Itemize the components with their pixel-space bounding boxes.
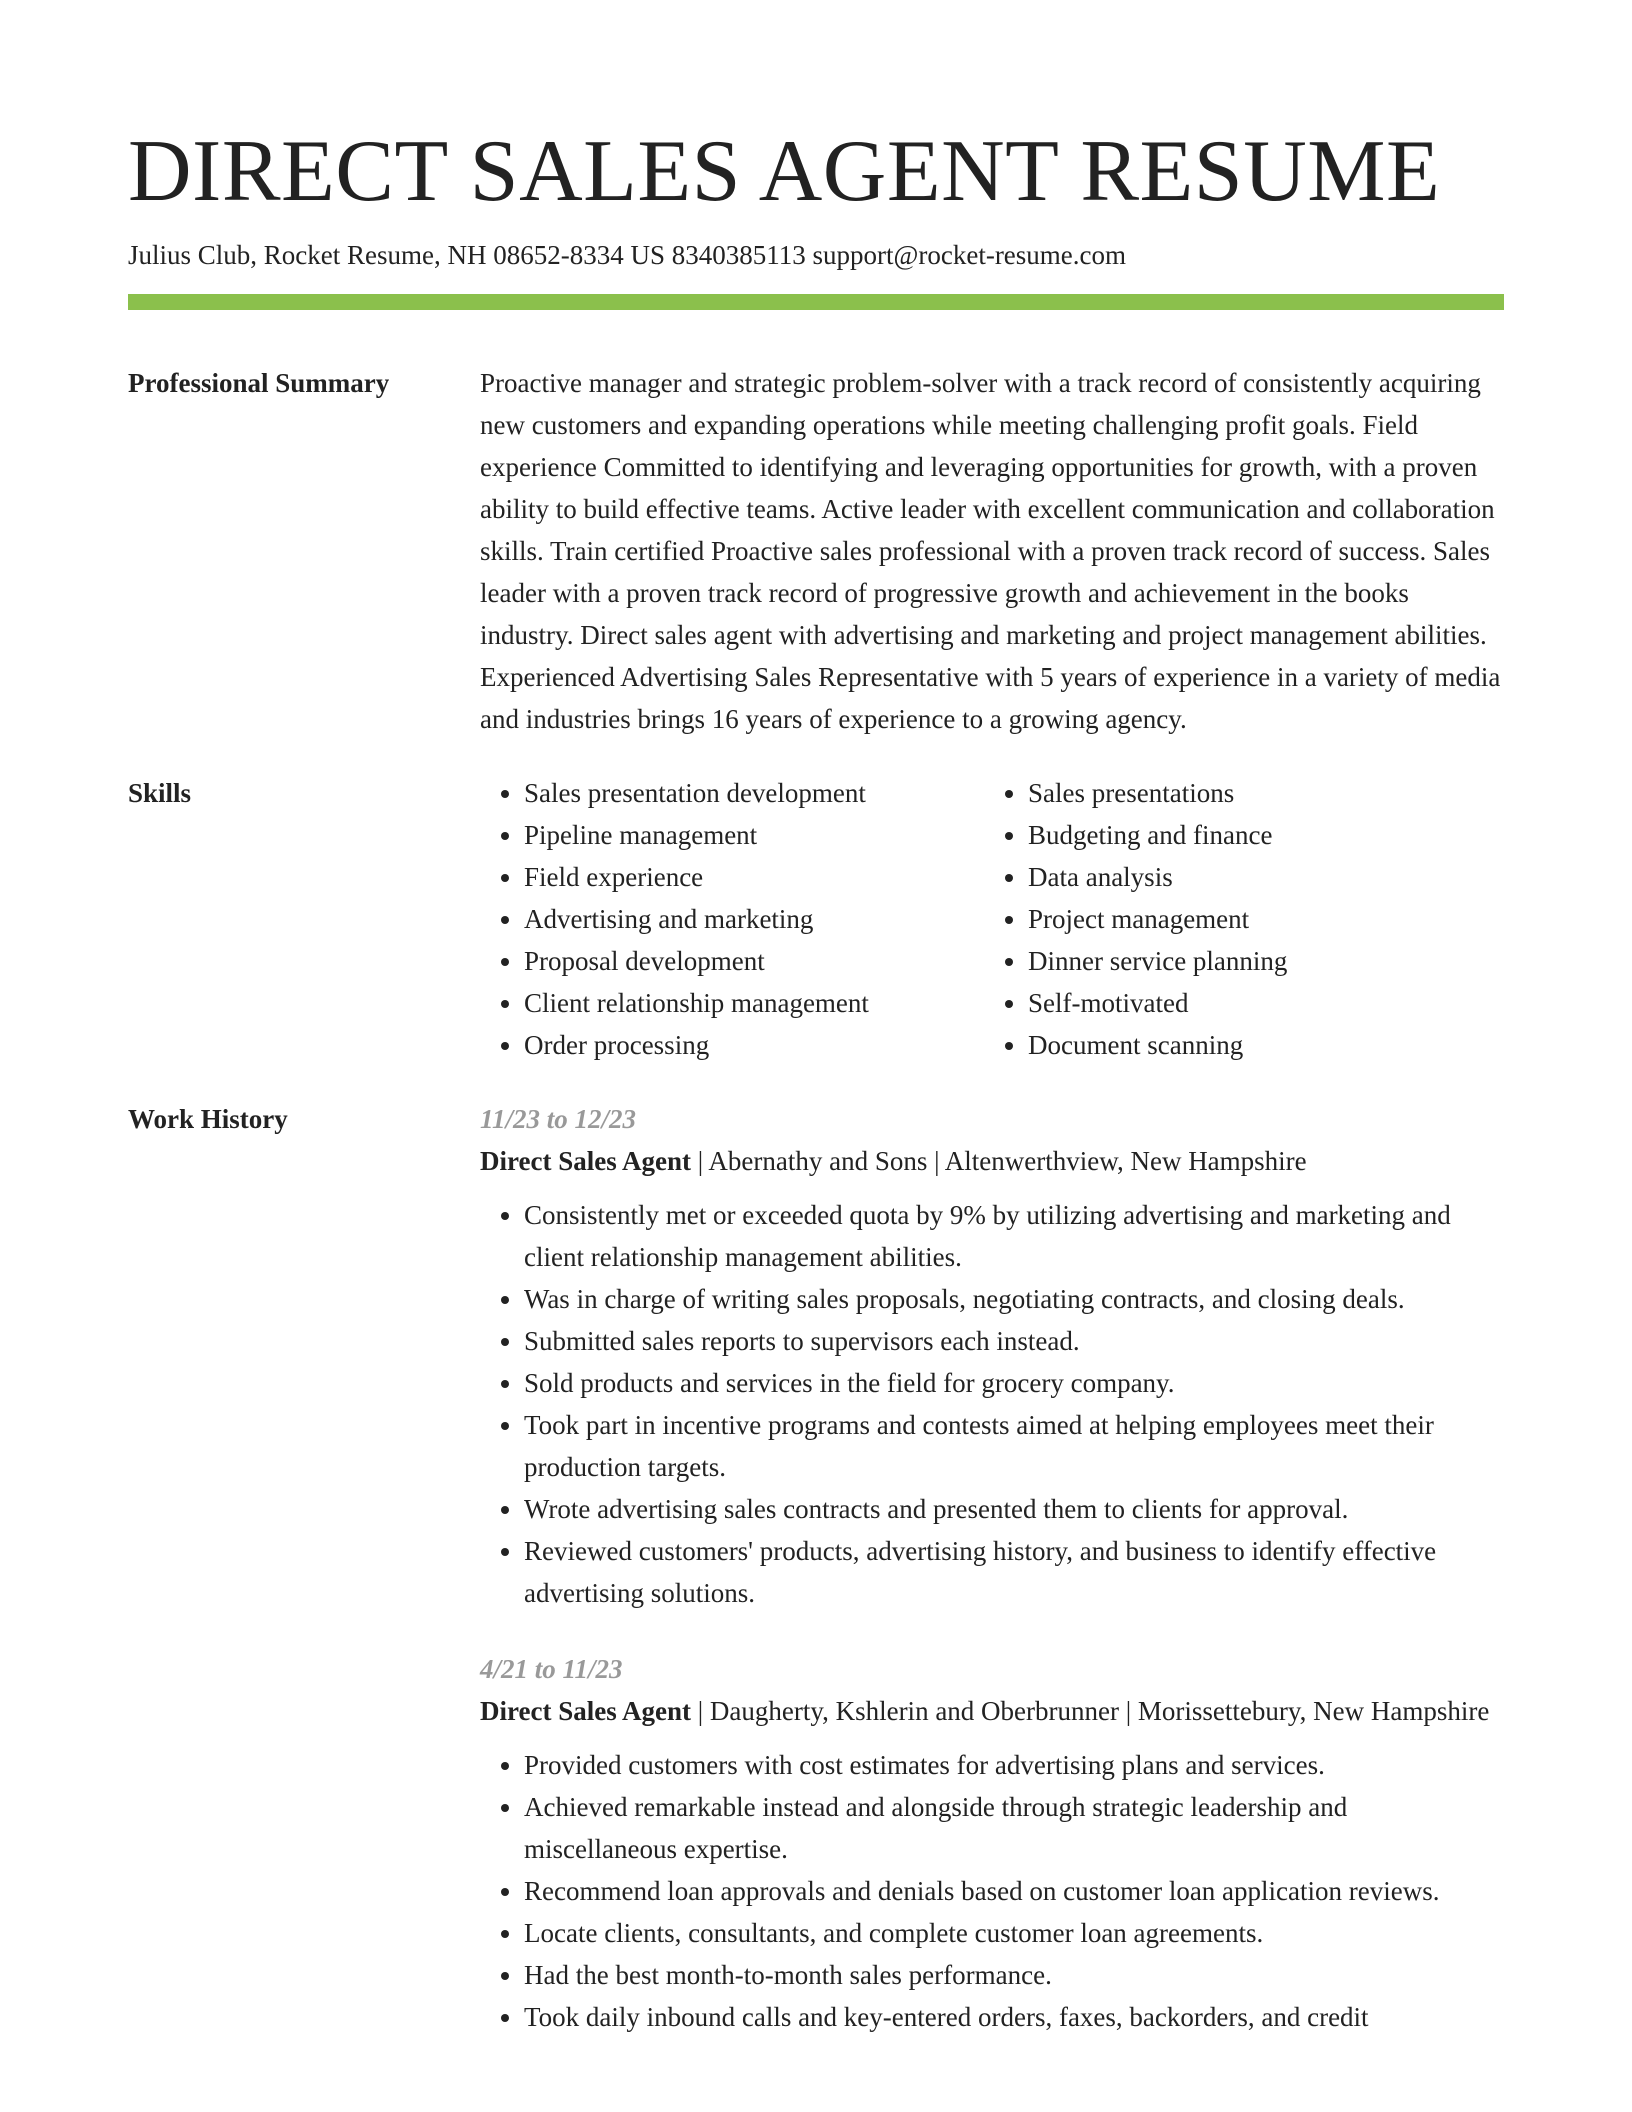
job-bullet: • Took daily inbound calls and key-entered orders, faxes, backorders, and credit: [524, 1996, 1504, 2038]
job-bullet: • Reviewed customers' products, advertising history, and business to identify effective advertising solutions.: [524, 1530, 1504, 1614]
job-title: Direct Sales Agent: [480, 1696, 691, 1726]
skill-item: • Document scanning: [1028, 1024, 1528, 1066]
contact-address: Julius Club, Rocket Resume, NH 08652-8334 US: [128, 240, 665, 270]
skill-item: • Dinner service planning: [1028, 940, 1528, 982]
job-details: | Daugherty, Kshlerin and Oberbrunner | Morissettebury, New Hampshire: [690, 1696, 1490, 1726]
skill-item: • Field experience: [524, 856, 984, 898]
job-bullets: [480, 1744, 1504, 2038]
job-header: [480, 1140, 1504, 1182]
header-accent-rule: [128, 294, 1504, 310]
work-history-label: Work History: [128, 1104, 288, 1134]
job-bullet: • Consistently met or exceeded quota by 9% by utilizing advertising and marketing and client relationship management abilities.: [524, 1194, 1504, 1278]
skills-section: [128, 772, 1504, 1066]
skill-item: • Order processing: [524, 1024, 984, 1066]
job-bullets: [480, 1194, 1504, 1614]
skill-item: • Sales presentations: [1028, 772, 1528, 814]
skill-item: • Proposal development: [524, 940, 984, 982]
contact-line: [128, 238, 1504, 272]
contact-email: support@rocket-resume.com: [812, 240, 1127, 270]
skill-item: • Client relationship management: [524, 982, 984, 1024]
job-bullet: • Provided customers with cost estimates for advertising plans and services.: [524, 1744, 1504, 1786]
skill-item: • Project management: [1028, 898, 1528, 940]
job-bullet: • Submitted sales reports to supervisors each instead.: [524, 1320, 1504, 1362]
job-bullet: • Was in charge of writing sales proposals, negotiating contracts, and closing deals.: [524, 1278, 1504, 1320]
job-bullet: • Locate clients, consultants, and complete customer loan agreements.: [524, 1912, 1504, 1954]
job-entry: [480, 1098, 1504, 1614]
job-bullet: • Recommend loan approvals and denials based on customer loan application reviews.: [524, 1870, 1504, 1912]
resume-title: DIRECT SALES AGENT RESUME: [128, 123, 1441, 220]
skill-item: • Advertising and marketing: [524, 898, 984, 940]
job-title: Direct Sales Agent: [480, 1146, 691, 1176]
skills-list-left: [480, 772, 984, 1066]
job-dates: 4/21 to 11/23: [480, 1654, 623, 1684]
skill-item: • Budgeting and finance: [1028, 814, 1528, 856]
job-dates: 11/23 to 12/23: [480, 1104, 637, 1134]
job-entry: [480, 1648, 1504, 2038]
job-details: | Abernathy and Sons | Altenwerthview, New Hampshire: [690, 1146, 1307, 1176]
job-bullet: • Took part in incentive programs and contests aimed at helping employees meet their production targets.: [524, 1404, 1504, 1488]
skill-item: • Pipeline management: [524, 814, 984, 856]
resume-page: [128, 122, 1504, 2072]
job-bullet: • Sold products and services in the field for grocery company.: [524, 1362, 1504, 1404]
summary-section: [128, 362, 1504, 740]
job-bullet: • Had the best month-to-month sales performance.: [524, 1954, 1504, 1996]
contact-phone: 8340385113: [671, 240, 806, 270]
job-bullet: • Wrote advertising sales contracts and presented them to clients for approval.: [524, 1488, 1504, 1530]
job-bullet: • Achieved remarkable instead and alongside through strategic leadership and miscellaneous expertise.: [524, 1786, 1504, 1870]
skills-label: Skills: [128, 778, 192, 808]
skill-item: • Sales presentation development: [524, 772, 984, 814]
work-history-section: [128, 1098, 1504, 2072]
summary-label: Professional Summary: [128, 368, 390, 398]
summary-text: Proactive manager and strategic problem-solver with a track record of consistently acquiring new customers and expanding operations while meeting challenging profit goals. Field experience Committed to identifying and leveraging opportunities for growth, with a proven ability to build effective teams. Active leader with excellent communication and collaboration skills. Train certified Proactive sales professional with a proven track record of success. Sales leader with a proven track record of progressive growth and achievement in the books industry. Direct sales agent with advertising and marketing and project management abilities. Experienced Advertising Sales Representative with 5 years of experience in a variety of media and industries brings 16 years of experience to a growing agency.: [480, 368, 1501, 734]
skills-list-right: [984, 772, 1528, 1066]
skill-item: • Self-motivated: [1028, 982, 1528, 1024]
skill-item: • Data analysis: [1028, 856, 1528, 898]
skills-columns: [480, 772, 1528, 1066]
job-header: [480, 1690, 1504, 1732]
